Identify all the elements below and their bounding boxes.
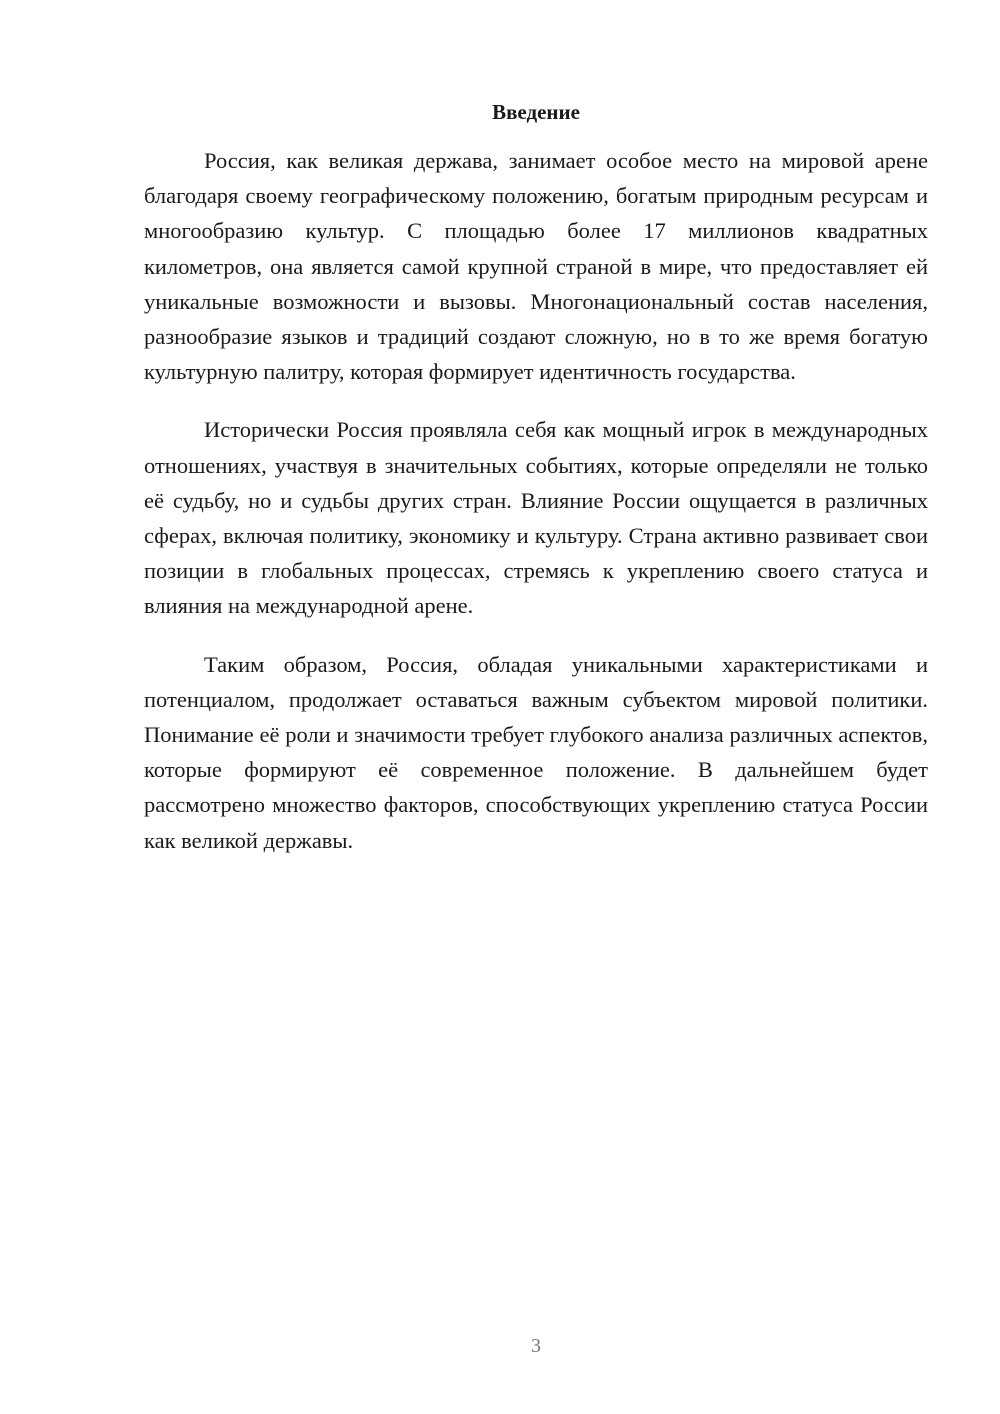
paragraph-2: Исторически Россия проявляла себя как мощный игрок в международных отношениях, участвуя в значительных событиях, которые определяли не только её судьбу, но и судьбы других стран. Влияние России ощущается в различных сферах, включая политику, экономику и культуру. Страна активно развивает свои позиции в глобальных процессах, стремясь к укреплению своего статуса и влияния на международной арене. (144, 417, 928, 619)
section-heading: Введение (492, 100, 580, 124)
body-text (144, 143, 928, 881)
page-number: 3 (531, 1335, 541, 1357)
paragraph-1: Россия, как великая держава, занимает особое место на мировой арене благодаря своему географическому положению, богатым природным ресурсам и многообразию культур. С площадью более 17 миллионов квадратных километров, она является самой крупной страной в мире, что предоставляет ей уникальные возможности и вызовы. Многонациональный состав населения, разнообразие языков и традиций создают сложную, но в то же время богатую культурную палитру, которая формирует идентичность государства. (144, 148, 928, 385)
paragraph-3: Таким образом, Россия, обладая уникальными характеристиками и потенциалом, продолжает оставаться важным субъектом мировой политики. Понимание её роли и значимости требует глубокого анализа различных аспектов, которые формируют её современное положение. В дальнейшем будет рассмотрено множество факторов, способствующих укреплению статуса России как великой державы. (144, 651, 928, 853)
